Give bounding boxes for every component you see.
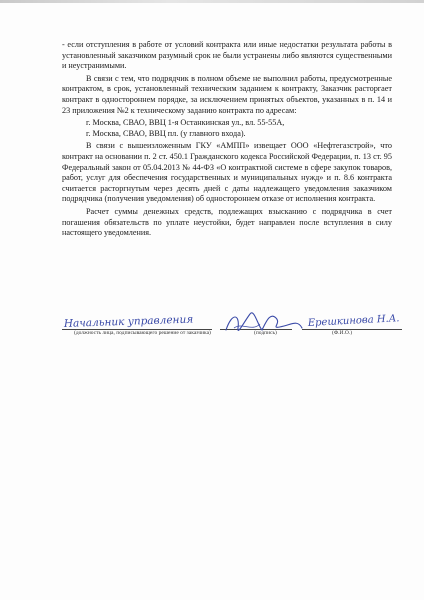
- handwritten-name: Ерешкинова Н.А.: [307, 313, 400, 329]
- signature-scribble: [226, 313, 302, 331]
- address-line-2: г. Москва, СВАО, ВВЦ пл. (у главного входа).: [86, 128, 246, 138]
- scan-edge: [0, 0, 424, 3]
- paragraph-notice: В связи с вышеизложенным ГКУ «АМПП» извещает ООО «Нефтегазстрой», что контракт на основании п. 2 ст. 450.1 Гражданского кодекса Российской Федерации, п. 13 ст. 95 Федеральный закон от 05.04.2013 № 44-ФЗ «О контрактной системе в сфере закупок товаров, работ, услуг для обеспечения государственных и муниципальных нужд» и п. 8.6 контракта считается расторгнутым через десять дней с даты надлежащего уведомления заказчиком подрядчика (получения уведомления) об одностороннем отказе от исполнения контракта.: [62, 141, 392, 204]
- paragraph-penalty-calculation: Расчет суммы денежных средств, подлежащих взысканию с подрядчика в счет погашения обязательств по уплате неустойки, будет направлен после вступления в силу настоящего уведомления.: [62, 206, 392, 238]
- handwritten-position: Начальник управления: [63, 313, 194, 330]
- caption-name: (Ф.И.О.): [332, 330, 353, 336]
- paragraph-termination-reason: В связи с тем, что подрядчик в полном объеме не выполнил работы, предусмотренные контрактом, в срок, установленный техническим заданием к контракту, Заказчик расторгает контракт в одностороннем порядке, за исключением принятых объектов, указанных в п. 14 и 23 приложения №2 к техническому заданию контракта по адресам:: [62, 73, 392, 115]
- paragraph-deviation-clause: - если отступления в работе от условий контракта или иные недостатки результата работы в установленный заказчиком разумный срок не были устранены либо являются существенными и неустранимыми.: [62, 40, 392, 71]
- document-body: [62, 40, 392, 241]
- signature-block: [62, 313, 402, 346]
- caption-signature: (подпись): [254, 330, 277, 336]
- caption-position: (должность лица, подписывающего решение от заказчика): [74, 330, 211, 336]
- address-line-1: г. Москва, СВАО, ВВЦ 1-я Останкинская ул., вл. 55-55А,: [86, 118, 285, 128]
